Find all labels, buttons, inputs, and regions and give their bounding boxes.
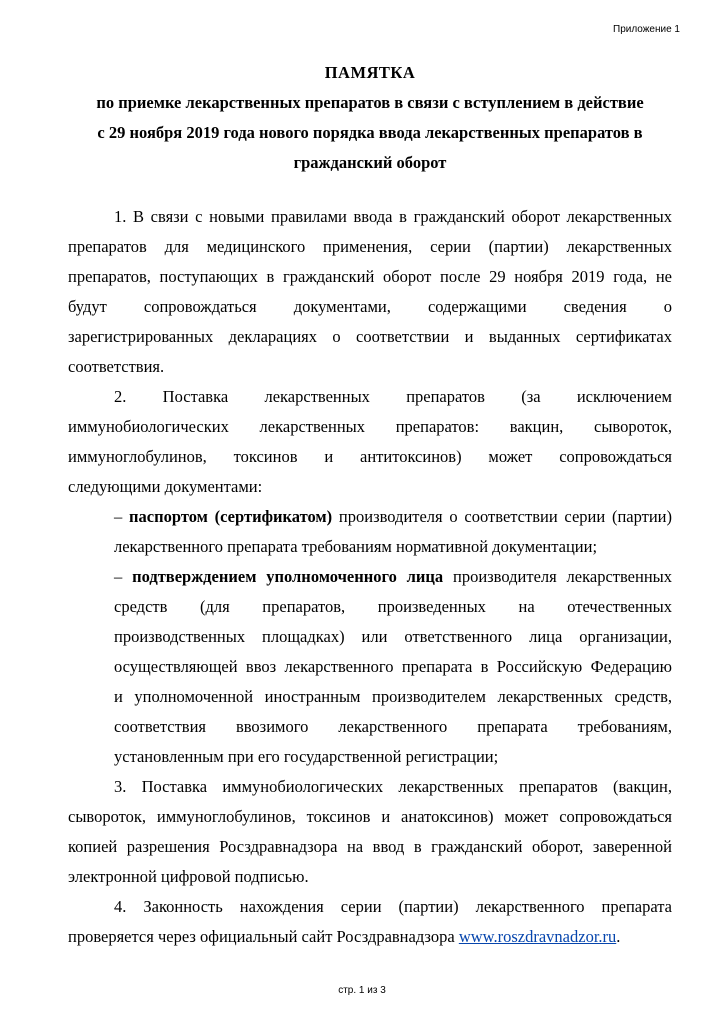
page-number: стр. 1 из 3 [338,985,386,996]
appendix-label: Приложение 1 [613,24,680,35]
paragraph-1-line: будут сопровождаться документами, содержащими сведения о [68,297,672,316]
bullet-2-line: соответствия ввозимого лекарственного препарата требованиям, [114,717,672,736]
paragraph-4-line: 4. Законность нахождения серии (партии) лекарственного препарата [114,897,672,916]
paragraph-1-line: зарегистрированных декларациях о соответствии и выданных сертификатах [68,327,672,346]
paragraph-1-line: препаратов, поступающих в гражданский оборот после 29 ноября 2019 года, не [68,267,672,286]
bullet-dash: – [114,507,123,526]
document-subtitle-line-1: по приемке лекарственных препаратов в связи с вступлением в действие [96,93,644,112]
document-subtitle-line-3: гражданский оборот [293,153,447,172]
bullet-dash: – [114,567,123,586]
document-title: ПАМЯТКА [324,63,416,82]
bullet-1-bold-term: паспортом (сертификатом) [129,507,333,526]
bullet-2-line: и уполномоченной иностранным производителем лекарственных средств, [114,687,672,706]
bullet-2-text: производителя лекарственных [453,567,672,586]
bullet-2-bold-term: подтверждением уполномоченного лица [132,567,444,586]
bullet-1-first-line [114,507,672,527]
paragraph-2-line: иммуноглобулинов, токсинов и антитоксинов) может сопровождаться [68,447,672,466]
bullet-2-line: установленным при его государственной регистрации; [114,747,499,766]
bullet-1-text: производителя о соответствии серии (партии) [338,507,673,526]
paragraph-1-line: соответствия. [68,357,165,376]
bullet-2-line: осуществляющей ввоз лекарственного препарата в Российскую Федерацию [114,657,672,676]
paragraph-3-line: электронной цифровой подписью. [68,867,309,886]
paragraph-3-line: 3. Поставка иммунобиологических лекарственных препаратов (вакцин, [114,777,672,796]
paragraph-2-line: иммунобиологических лекарственных препаратов: вакцин, сывороток, [68,417,672,436]
paragraph-2-line: следующими документами: [68,477,263,496]
bullet-1-line: лекарственного препарата требованиям нормативной документации; [114,537,598,556]
paragraph-1-line: препаратов для медицинского применения, серии (партии) лекарственных [68,237,672,256]
paragraph-2-line: 2. Поставка лекарственных препаратов (за исключением [114,387,672,406]
paragraph-4-last-line [68,927,620,947]
document-subtitle-line-2: с 29 ноября 2019 года нового порядка ввода лекарственных препаратов в [97,123,643,142]
roszdravnadzor-link[interactable]: www.roszdravnadzor.ru [458,927,617,946]
bullet-2-line: средств (для препаратов, произведенных на отечественных [114,597,672,616]
paragraph-1-line: 1. В связи с новыми правилами ввода в гражданский оборот лекарственных [114,207,672,226]
paragraph-3-line: сывороток, иммуноглобулинов, токсинов и анатоксинов) может сопровождаться [68,807,672,826]
paragraph-4-text: проверяется через официальный сайт Росздравнадзора [68,927,459,946]
paragraph-3-line: копией разрешения Росздравнадзора на ввод в гражданский оборот, заверенной [68,837,672,856]
bullet-2-line: производственных площадках) или ответственного лица организации, [114,627,672,646]
bullet-2-first-line [114,567,672,587]
paragraph-4-period: . [616,927,621,946]
